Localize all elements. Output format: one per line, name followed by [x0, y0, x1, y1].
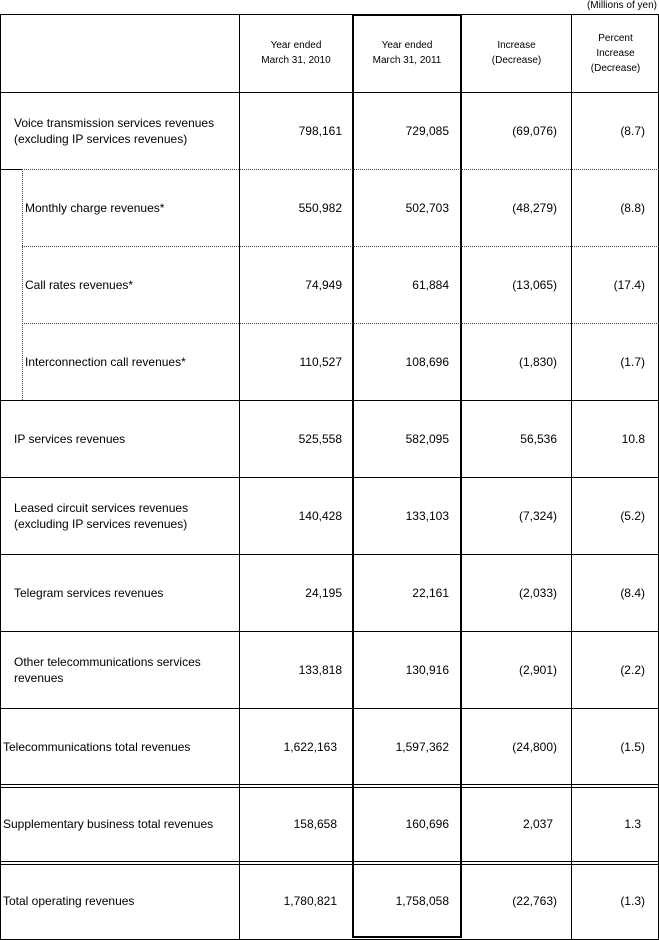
cell-2011: 582,095	[405, 432, 449, 446]
cell-change: 56,536	[520, 432, 557, 446]
row-label: Total operating revenues	[3, 894, 135, 908]
subsection-dotted-border	[22, 169, 23, 400]
cell-change: 2,037	[522, 817, 553, 831]
row-label: Telegram services revenues	[14, 586, 164, 600]
cell-2011: 1,597,362	[395, 739, 449, 754]
cell-change: (22,763)	[512, 894, 557, 908]
cell-2010: 133,818	[298, 663, 342, 677]
cell-percent: 1.3	[624, 817, 641, 831]
row-label: Voice transmission services revenues (excluding IP services revenues)	[14, 116, 215, 146]
cell-percent: 10.8	[621, 432, 645, 446]
cell-2011: 502,703	[405, 201, 449, 215]
cell-change: (1,830)	[518, 355, 557, 369]
cell-2011: 160,696	[405, 817, 449, 831]
cell-percent: (5.2)	[620, 509, 645, 523]
header-increase: Increase (Decrease)	[491, 40, 542, 66]
header-year-2011: Year ended March 31, 2011	[372, 40, 442, 66]
cell-change: (13,065)	[512, 278, 557, 292]
cell-2010: 140,428	[298, 509, 342, 523]
cell-percent: (8.7)	[620, 124, 645, 138]
cell-percent: (1.5)	[620, 739, 645, 754]
cell-2011: 61,884	[412, 278, 449, 292]
cell-2011: 133,103	[405, 509, 449, 523]
cell-change: (2,901)	[518, 663, 557, 677]
cell-percent: (1.3)	[620, 894, 645, 908]
cell-2011: 22,161	[412, 586, 449, 600]
row-label: Leased circuit services revenues (excluding IP services revenues)	[14, 501, 189, 531]
cell-percent: (2.2)	[620, 663, 645, 677]
row-label: Other telecommunications services revenues	[14, 655, 201, 685]
cell-2010: 550,982	[298, 201, 342, 215]
cell-2010: 1,780,821	[283, 894, 337, 908]
row-label: Supplementary business total revenues	[3, 817, 214, 831]
row-label: Interconnection call revenues*	[25, 355, 186, 369]
cell-2011: 130,916	[405, 663, 449, 677]
cell-percent: (17.4)	[613, 278, 645, 292]
cell-2010: 1,622,163	[283, 739, 337, 754]
cell-change: (7,324)	[518, 509, 557, 523]
cell-2010: 24,195	[305, 586, 342, 600]
revenue-table	[0, 14, 659, 940]
header-year-2010: Year ended March 31, 2010	[261, 40, 331, 66]
row-label: IP services revenues	[14, 432, 126, 446]
cell-change: (48,279)	[512, 201, 557, 215]
cell-change: (69,076)	[512, 124, 557, 138]
row-label: Telecommunications total revenues	[3, 739, 191, 754]
row-divider	[0, 169, 22, 170]
header-percent: Percent Increase (Decrease)	[590, 32, 641, 74]
cell-2010: 525,558	[298, 432, 342, 446]
cell-2010: 110,527	[299, 355, 342, 369]
cell-2010: 74,949	[305, 278, 342, 292]
cell-percent: (1.7)	[620, 355, 645, 369]
unit-note: (Millions of yen)	[586, 0, 657, 11]
cell-change: (2,033)	[518, 586, 557, 600]
cell-2011: 729,085	[405, 124, 449, 138]
cell-2011: 1,758,058	[395, 894, 449, 908]
cell-percent: (8.8)	[620, 201, 645, 215]
cell-2010: 798,161	[298, 124, 342, 138]
cell-percent: (8.4)	[620, 586, 645, 600]
cell-change: (24,800)	[512, 739, 557, 754]
row-label: Monthly charge revenues*	[25, 201, 165, 215]
cell-2011: 108,696	[405, 355, 449, 369]
cell-2010: 158,658	[293, 817, 337, 831]
row-label: Call rates revenues*	[25, 278, 134, 292]
